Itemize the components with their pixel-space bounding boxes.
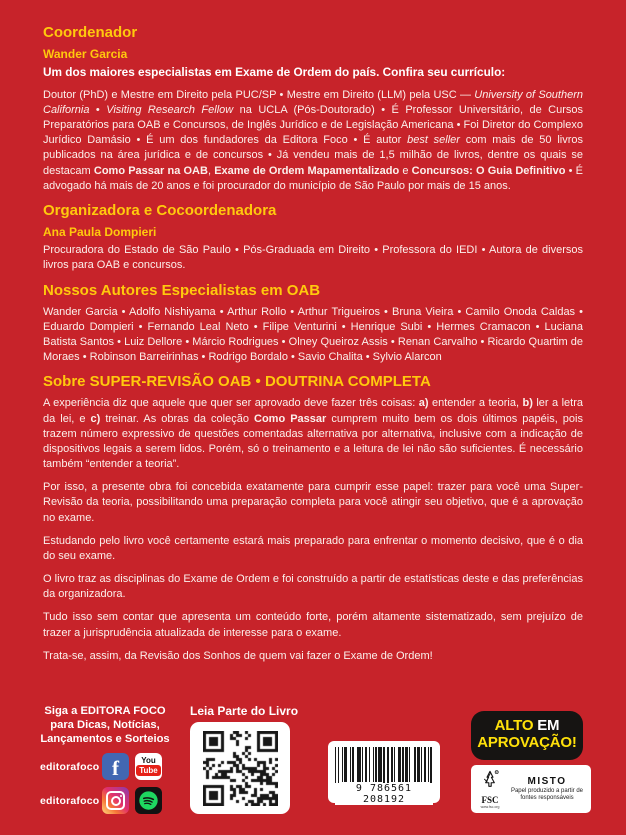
fsc-acronym: FSC xyxy=(481,795,499,805)
social-heading-line: para Dicas, Notícias, xyxy=(50,719,160,731)
approval-badge-line: APROVAÇÃO! xyxy=(477,733,577,751)
approval-badge xyxy=(471,711,583,760)
authors-list: Wander Garcia • Adolfo Nishiyama • Arthur Rollo • Arthur Trigueiros • Bruna Vieira • Camilo Onoda Caldas • Eduardo Dompieri • Fernando Leal Neto • Filipe Venturini • Henrique Subi • Hermes Cramacon • Luciana Batista Santos • Luiz Dellore • Márcio Rodrigues • Olney Queiroz Assis • Renan Carvalho • Ricardo Quartim de Moraes • Robinson Barreirinhas • Rodrigo Bordalo • Savio Chalita • Sylvio Alarcon xyxy=(43,305,583,364)
qr-label: Leia Parte do Livro xyxy=(190,704,299,718)
organizer-name: Ana Paula Dompieri xyxy=(43,224,157,239)
social-row xyxy=(40,753,170,780)
about-paragraph: O livro traz as disciplinas do Exame de Ordem e foi construído a partir de estatísticas deste e das preferências da organizadora. xyxy=(43,573,583,601)
about-paragraph: Trata-se, assim, da Revisão dos Sonhos de quem vai fazer o Exame de Ordem! xyxy=(43,649,433,662)
section-heading-autores: Nossos Autores Especialistas em OAB xyxy=(43,281,321,299)
spotify-icon xyxy=(135,787,162,814)
coordinator-name: Wander Garcia xyxy=(43,47,128,61)
about-paragraph: A experiência diz que aquele que quer ser aprovado deve fazer três coisas: a) entender a teoria, b) ler a letra da lei, e c) treinar. As obras da coleção Como Passar cumprem muito bem os dois últimos papéis, pois trazem número expressivo de questões comentadas alternativa por alternativa, inclusive com a indicação de dispositivos legais a serem lidos. Porém, só o treinamento e a leitura de lei não são suficientes. É necessário também “entender a teoria”. xyxy=(43,397,583,471)
youtube-icon xyxy=(135,753,162,780)
social-handle: editorafoco xyxy=(40,760,100,773)
fsc-tree-icon xyxy=(480,769,500,791)
about-paragraph: Estudando pelo livro você certamente estará mais preparado para enfrentar o momento decisivo, que é o dia do seu exame. xyxy=(43,534,583,562)
isbn-barcode xyxy=(328,741,440,803)
about-paragraph: Por isso, a presente obra foi concebida exatamente para cumprir esse papel: trazer para você uma Super-Revisão da teoria, possibilitando uma preparação completa para você atingir seu objetivo, que é a aprovação no exame. xyxy=(43,481,583,524)
social-heading-line: Siga a EDITORA FOCO xyxy=(44,705,166,717)
coordinator-bio: Doutor (PhD) e Mestre em Direito pela PUC/SP • Mestre em Direito (LLM) pela USC — University of Southern California • Visiting Research Fellow na UCLA (Pós-Doutorado) • É Professor Universitário, de Cursos Preparatórios para OAB e Concursos, de Inglês Jurídico e de Legislação Americana • Foi Diretor do Complexo Jurídico Damásio • É um dos fundadores da Editora Foco • É autor best seller com mais de 50 livros publicados na área jurídica e de concursos • Já vendeu mais de 1,5 milhão de livros, dentre os quais se destacam Como Passar na OAB, Exame de Ordem Mapamentalizado e Concursos: O Guia Definitivo • É advogado há mais de 20 anos e foi procurador do município de São Paulo por mais de 15 anos. xyxy=(43,88,583,192)
facebook-glyph: f xyxy=(112,756,119,780)
approval-badge-line: ALTO EM xyxy=(494,717,560,734)
spotify-glyph xyxy=(138,790,159,811)
fsc-text xyxy=(509,776,585,802)
fsc-label xyxy=(471,765,591,813)
fsc-description: Papel produzido a partir de fontes responsáveis xyxy=(510,787,584,801)
social-row xyxy=(40,787,170,814)
fsc-site: www.fsc.org xyxy=(480,805,500,809)
youtube-wordmark-top: You xyxy=(141,756,156,765)
social-heading-line: Lançamentos e Sorteios xyxy=(40,733,170,745)
isbn-number: 9 786561 208192 xyxy=(335,783,433,805)
youtube-wordmark-bottom: Tube xyxy=(136,765,161,776)
section-heading-coordenador: Coordenador xyxy=(43,24,138,41)
fsc-type: MISTO xyxy=(527,775,567,787)
qr-pattern xyxy=(203,731,278,806)
about-paragraph: Tudo isso sem contar que apresenta um conteúdo forte, porém altamente sistematizado, sem prejuízo de trazer a jurisprudência atualizada de interesse para o exame. xyxy=(43,611,583,639)
instagram-icon xyxy=(102,787,129,814)
fsc-logo xyxy=(477,769,503,809)
qr-code xyxy=(190,722,290,814)
instagram-camera-glyph xyxy=(106,791,125,810)
social-media-block xyxy=(40,704,170,814)
section-heading-organizadora: Organizadora e Cocoordenadora xyxy=(43,201,277,219)
social-handle: editorafoco xyxy=(40,794,100,807)
organizer-bio: Procuradora do Estado de São Paulo • Pós-Graduada em Direito • Professora do IEDI • Autora de diversos livros para OAB e concursos. xyxy=(43,244,583,272)
svg-text:R: R xyxy=(495,770,498,775)
social-heading xyxy=(40,704,170,746)
barcode-bars xyxy=(335,747,433,787)
coordinator-tagline: Um dos maiores especialistas em Exame de Ordem do país. Confira seu currículo: xyxy=(43,65,506,80)
section-heading-sobre: Sobre SUPER-REVISÃO OAB • DOUTRINA COMPLETA xyxy=(43,373,431,391)
facebook-icon xyxy=(102,753,129,780)
qr-block xyxy=(190,704,299,814)
